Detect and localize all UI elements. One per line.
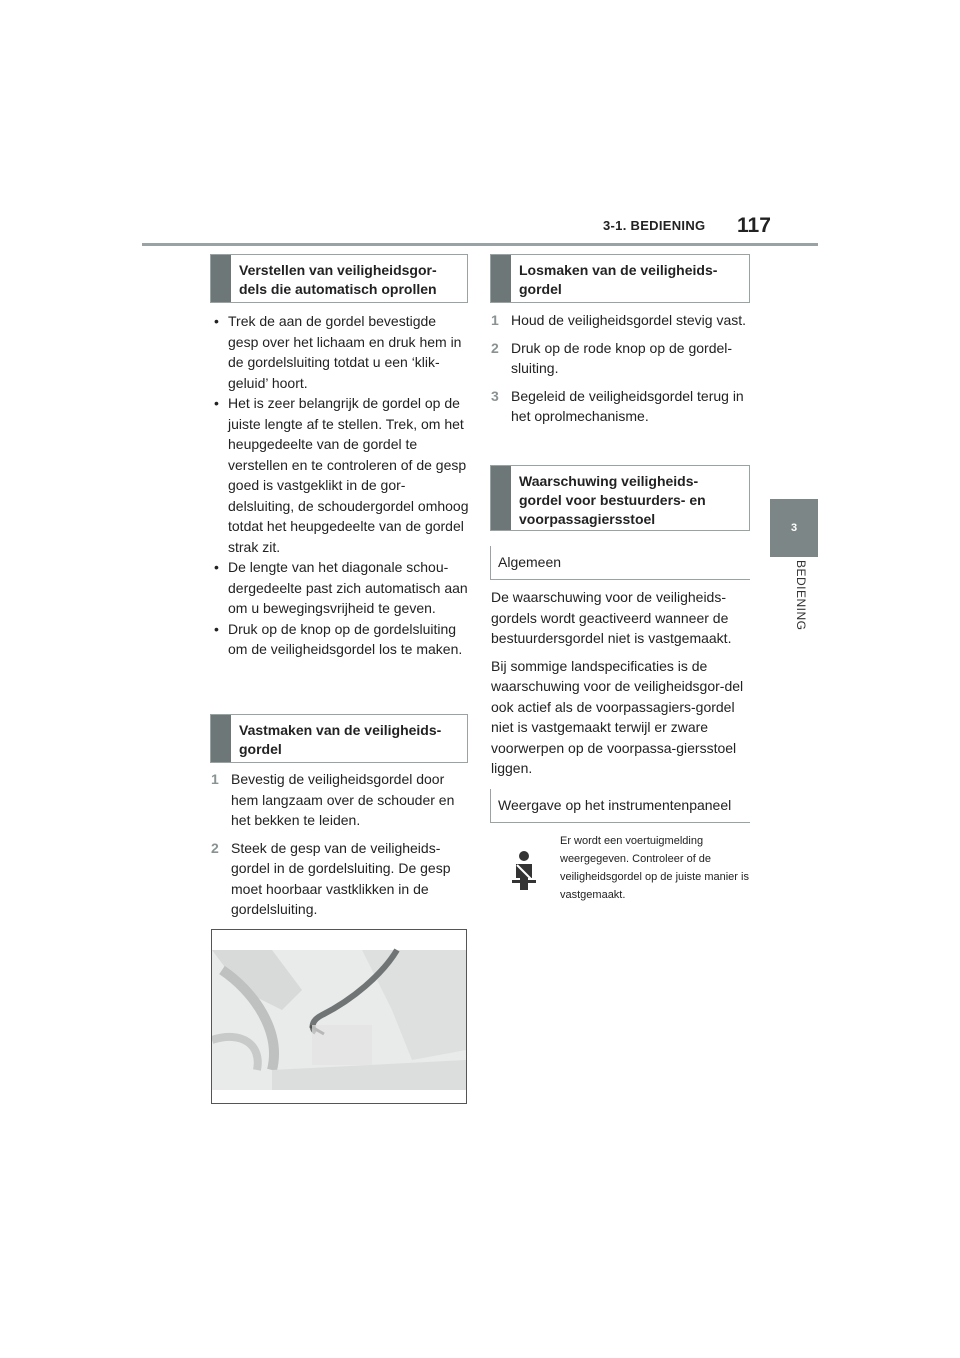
- heading-text: Losmaken van de veiligheids- gordel: [519, 262, 718, 297]
- paragraph: Bij sommige landspecificaties is de waarschuwing voor de veiligheidsgor-del ook actief als de voorpassagiers-gordel niet is vastgemaakt terwijl er zware voorwerpen op de voorpassa-giersstoel liggen.: [491, 657, 744, 776]
- step-text: Steek de gesp van de veiligheids-gordel in de gordelsluiting. De gesp moet hoorbaar vastklikken in de gordelsluiting.: [231, 839, 451, 917]
- paragraph: De waarschuwing voor de veiligheids-gordels wordt geactiveerd wanneer de bestuurdersgordel niet is vastgemaakt.: [491, 589, 732, 646]
- heading-seatbelt-warning: [490, 465, 750, 531]
- bullet-item: • Druk op de knop op de gordelsluiting om de veiligheidsgordel los te maken.: [211, 619, 469, 660]
- heading-bar: [491, 466, 511, 530]
- seatbelt-illustration: [211, 929, 467, 1104]
- heading-bar: [491, 255, 511, 302]
- step-number: 3: [491, 387, 499, 404]
- adjust-bullets: [211, 311, 469, 660]
- heading-release-seatbelt: [490, 254, 750, 303]
- step-item: [491, 310, 750, 331]
- step-item: [491, 386, 750, 427]
- release-steps: [491, 310, 750, 434]
- step-text: Begeleid de veiligheidsgordel terug in het oprolmechanisme.: [511, 387, 744, 424]
- heading-fasten-seatbelt: [210, 714, 468, 763]
- indicator-description: Er wordt een voertuigmelding weergegeven. Controleer of de veiligheidsgordel op de juiste manier is vastgemaakt.: [560, 835, 749, 901]
- section-title: 3-1. BEDIENING: [603, 218, 706, 233]
- bullet-item: • Trek de aan de gordel bevestigde gesp over het lichaam en druk hem in de gordelsluiting totdat u een ‘klik-geluid’ hoort.: [211, 311, 469, 393]
- heading-bar: [211, 715, 231, 762]
- heading-adjust-seatbelts: [210, 254, 468, 303]
- step-text: Houd de veiligheidsgordel stevig vast.: [511, 312, 747, 328]
- step-number: 2: [491, 339, 499, 356]
- step-text: Bevestig de veiligheidsgordel door hem langzaam over de schouder en het bekken te leiden.: [231, 771, 455, 828]
- seat-photo: [212, 930, 466, 1103]
- subheading-instrument-panel: Weergave op het instrumentenpaneel: [490, 789, 750, 823]
- page-number: 117: [737, 214, 771, 237]
- header-rule: [142, 243, 818, 246]
- chapter-label: BEDIENING: [794, 560, 808, 631]
- step-number: 1: [211, 771, 219, 787]
- heading-text: Waarschuwing veiligheids- gordel voor bestuurders- en voorpassagiersstoel: [519, 473, 706, 527]
- warning-paragraphs: [491, 587, 750, 786]
- heading-text: Vastmaken van de veiligheids- gordel: [239, 722, 442, 757]
- step-item: [211, 838, 467, 920]
- bullet-item: • Het is zeer belangrijk de gordel op de juiste lengte af te stellen. Trek, om het heupgedeelte van de gordel te verstellen en te controleren of de gesp goed is vastgeklikt in de gor-delsluiting, de schoudergordel omhoog totdat het heupgedeelte van de gordel strak zit.: [211, 393, 469, 557]
- chapter-number: 3: [790, 522, 798, 534]
- step-item: [211, 769, 467, 831]
- step-text: Druk op de rode knop op de gordel-sluiting.: [511, 339, 733, 376]
- heading-text: Verstellen van veiligheidsgor- dels die automatisch oprollen: [239, 262, 437, 297]
- heading-bar: [211, 255, 231, 302]
- chapter-tab: [770, 499, 818, 557]
- subheading-general: Algemeen: [490, 546, 750, 580]
- step-number: 1: [491, 312, 499, 328]
- step-number: 2: [211, 839, 219, 856]
- seatbelt-warning-icon: [508, 850, 540, 892]
- step-item: [491, 338, 750, 379]
- bullet-item: • De lengte van het diagonale schou-dergedeelte past zich automatisch aan om u bewegingsvrijheid te geven.: [211, 557, 469, 619]
- fasten-steps: [211, 769, 467, 927]
